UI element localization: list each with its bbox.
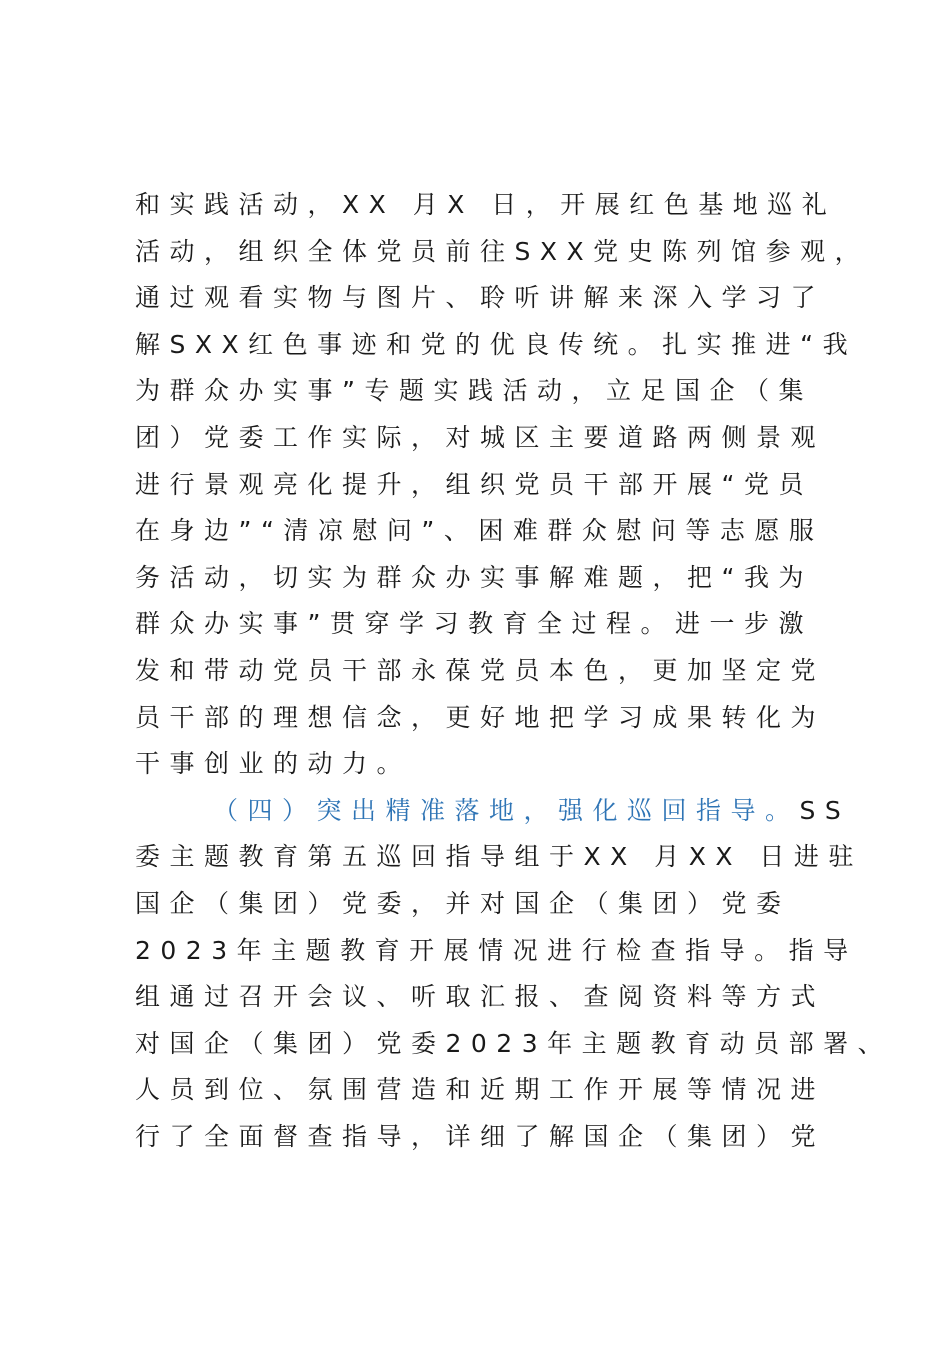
paragraph-line: 国企（集团）党委，并对国企（集团）党委 — [135, 888, 791, 918]
section-heading-line — [135, 788, 851, 835]
paragraph-line: 解SXX红色事迹和党的优良传统。扎实推进“我 — [135, 329, 858, 359]
paragraph-line: 进行景观亮化提升，组织党员干部开展“党员 — [135, 469, 813, 499]
paragraph-line: 员干部的理想信念，更好地把学习成果转化为 — [135, 702, 826, 732]
paragraph-line: 发和带动党员干部永葆党员本色，更加坚定党 — [135, 655, 826, 685]
paragraph-line: 委主题教育第五巡回指导组于XX 月XX 日进驻 — [135, 842, 863, 872]
paragraph-line: 人员到位、氛围营造和近期工作开展等情况进 — [135, 1075, 826, 1105]
paragraph-line: 干事创业的动力。 — [135, 749, 412, 779]
paragraph-line: 行了全面督查指导，详细了解国企（集团）党 — [135, 1121, 826, 1151]
body-text — [135, 182, 893, 1160]
paragraph-line: 通过观看实物与图片、聆听讲解来深入学习了 — [135, 283, 826, 313]
paragraph-line: 务活动，切实为群众办实事解难题，把“我为 — [135, 562, 813, 592]
paragraph-line: 2023年主题教育开展情况进行检查指导。指导 — [135, 935, 858, 965]
paragraph-line: 组通过召开会议、听取汇报、查阅资料等方式 — [135, 982, 826, 1012]
paragraph-line: 在身边”“清凉慰问”、困难群众慰问等志愿服 — [135, 516, 824, 546]
paragraph-line: 群众办实事”贯穿学习教育全过程。进一步激 — [135, 609, 813, 639]
paragraph-line: 活动，组织全体党员前往SXX党史陈列馆参观， — [135, 236, 870, 266]
paragraph-line: 对国企（集团）党委2023年主题教育动员部署、 — [135, 1028, 893, 1058]
paragraph-line: 为群众办实事”专题实践活动，立足国企（集 — [135, 376, 813, 406]
section-heading: （四）突出精准落地，强化巡回指导。 — [213, 795, 800, 825]
section-heading-tail: SS — [799, 795, 851, 825]
paragraph-line: 团）党委工作实际，对城区主要道路两侧景观 — [135, 422, 826, 452]
paragraph-line: 和实践活动，XX 月X 日，开展红色基地巡礼 — [135, 190, 837, 219]
